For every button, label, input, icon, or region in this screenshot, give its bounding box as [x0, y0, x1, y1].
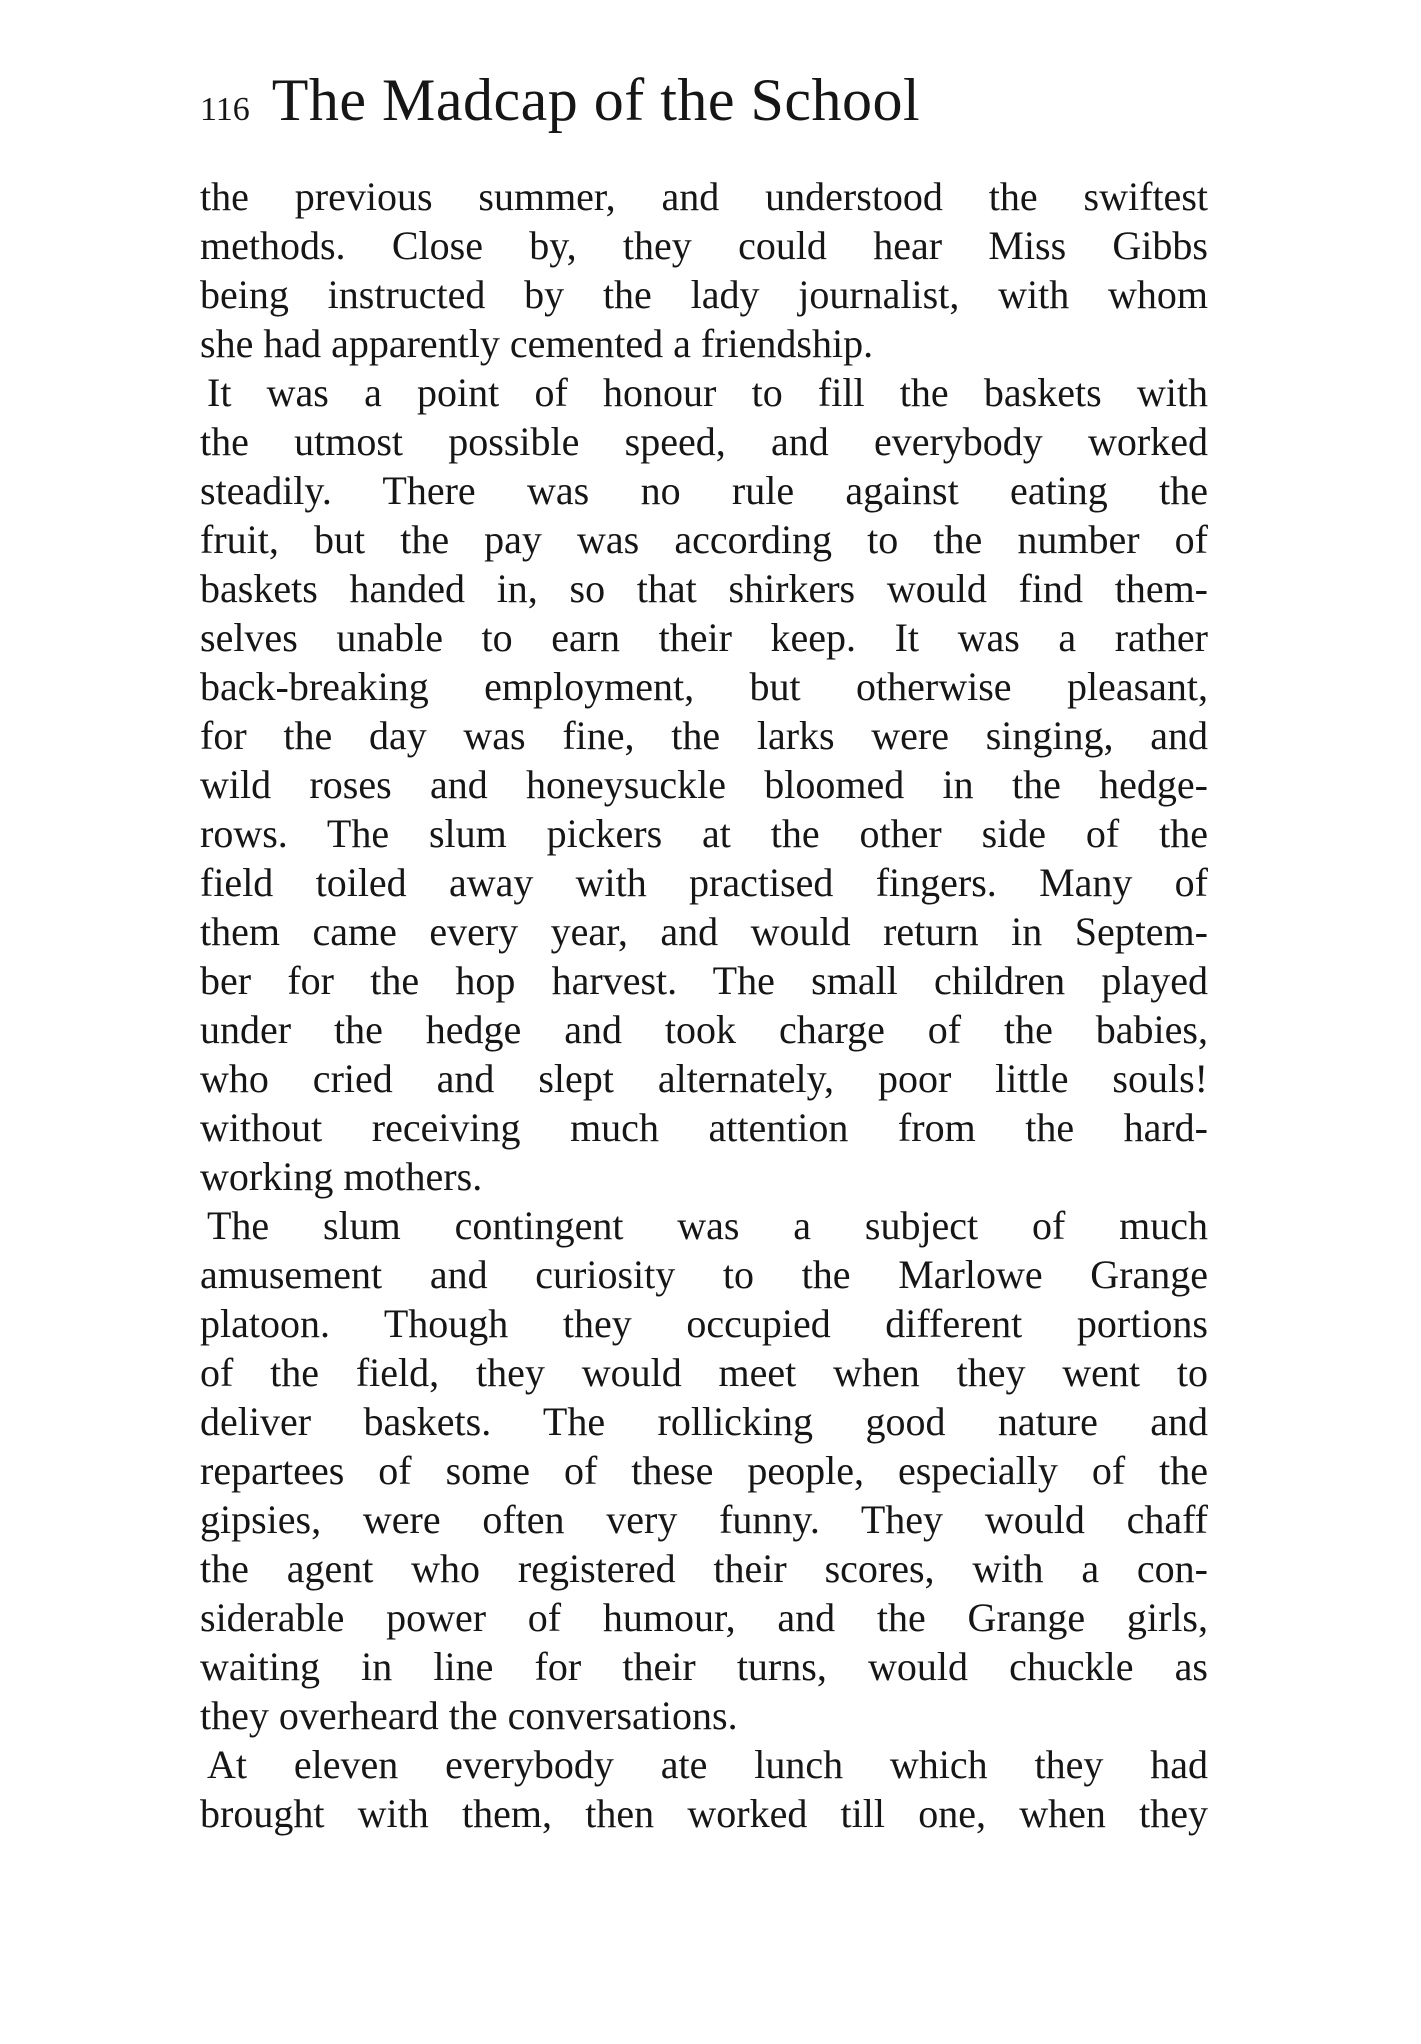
text-line: working mothers.	[200, 1154, 483, 1199]
running-title: The Madcap of the School	[271, 67, 921, 133]
text-line: selves unable to earn their keep. It was a rather	[200, 615, 1208, 660]
text-line: brought with them, then worked till one, when they	[200, 1791, 1208, 1836]
text-line: back-breaking employment, but otherwise pleasant,	[200, 664, 1208, 709]
text-line: the previous summer, and understood the swiftest	[200, 174, 1208, 219]
text-line: steadily. There was no rule against eating the	[200, 468, 1208, 513]
text-line: under the hedge and took charge of the babies,	[200, 1007, 1208, 1052]
paragraph	[200, 368, 1208, 1201]
text-line: the agent who registered their scores, with a con-	[200, 1546, 1208, 1591]
paragraph	[200, 172, 1208, 368]
text-line: baskets handed in, so that shirkers would find them-	[200, 566, 1208, 611]
text-line: repartees of some of these people, especially of the	[200, 1448, 1208, 1493]
text-line: waiting in line for their turns, would chuckle as	[200, 1644, 1208, 1689]
text-line: The slum contingent was a subject of much	[207, 1203, 1208, 1248]
text-line: them came every year, and would return in Septem-	[200, 909, 1208, 954]
text-line: deliver baskets. The rollicking good nature and	[200, 1399, 1208, 1444]
text-line: At eleven everybody ate lunch which they had	[207, 1742, 1208, 1787]
running-header	[200, 66, 920, 135]
text-line: for the day was fine, the larks were singing, and	[200, 713, 1208, 758]
text-line: field toiled away with practised fingers. Many of	[200, 860, 1208, 905]
text-line: gipsies, were often very funny. They would chaff	[200, 1497, 1208, 1542]
text-line: the utmost possible speed, and everybody worked	[200, 419, 1208, 464]
text-line: amusement and curiosity to the Marlowe Grange	[200, 1252, 1208, 1297]
page-body-text	[200, 172, 1208, 1838]
text-line: It was a point of honour to fill the baskets with	[207, 370, 1208, 415]
paragraph	[200, 1740, 1208, 1838]
text-line: methods. Close by, they could hear Miss Gibbs	[200, 223, 1208, 268]
text-line: platoon. Though they occupied different portions	[200, 1301, 1208, 1346]
text-line: without receiving much attention from the hard-	[200, 1105, 1208, 1150]
text-line: fruit, but the pay was according to the number of	[200, 517, 1208, 562]
page-number: 116	[200, 91, 250, 128]
text-line: they overheard the conversations.	[200, 1693, 738, 1738]
text-line: siderable power of humour, and the Grange girls,	[200, 1595, 1208, 1640]
text-line: of the field, they would meet when they went to	[200, 1350, 1208, 1395]
text-line: she had apparently cemented a friendship.	[200, 321, 874, 366]
text-line: wild roses and honeysuckle bloomed in the hedge-	[200, 762, 1208, 807]
text-line: being instructed by the lady journalist, with whom	[200, 272, 1208, 317]
text-line: ber for the hop harvest. The small children played	[200, 958, 1208, 1003]
paragraph	[200, 1201, 1208, 1740]
text-line: who cried and slept alternately, poor little souls!	[200, 1056, 1208, 1101]
text-line: rows. The slum pickers at the other side of the	[200, 811, 1208, 856]
